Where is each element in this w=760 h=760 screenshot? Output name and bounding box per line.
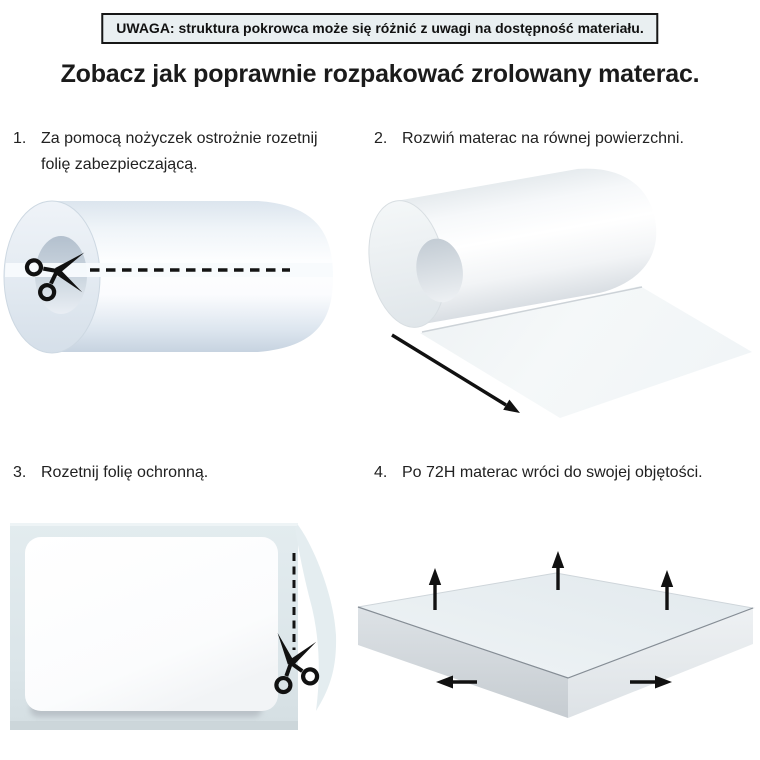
step-1-label — [13, 126, 337, 178]
step-2-number: 2. — [374, 130, 388, 147]
illustration-mattress-expanding — [352, 540, 760, 730]
illustration-rolled-mattress-cutting — [0, 195, 340, 380]
step-2-label — [374, 126, 754, 152]
mattress-slab — [358, 573, 753, 718]
step-3-number: 3. — [13, 464, 27, 481]
illustration-cut-protective-film — [0, 515, 350, 750]
step-4-text: Po 72H materac wróci do swojej objętości. — [402, 464, 703, 481]
illustration-unroll-mattress — [360, 160, 760, 445]
step-4-number: 4. — [374, 464, 388, 481]
step-1-text: Za pomocą nożyczek ostrożnie rozetnij folię zabezpieczającą. — [41, 130, 318, 173]
step-2-text: Rozwiń materac na równej powierzchni. — [402, 130, 684, 147]
step-4-label — [374, 460, 754, 486]
notice-banner: UWAGA: struktura pokrowca może się różnić z uwagi na dostępność materiału. — [101, 13, 658, 44]
step-3-label — [13, 460, 337, 486]
mattress-flat — [25, 537, 278, 711]
page-title: Zobacz jak poprawnie rozpakować zrolowany materac. — [60, 60, 700, 88]
step-3-text: Rozetnij folię ochronną. — [41, 464, 209, 481]
step-1-number: 1. — [13, 130, 27, 147]
